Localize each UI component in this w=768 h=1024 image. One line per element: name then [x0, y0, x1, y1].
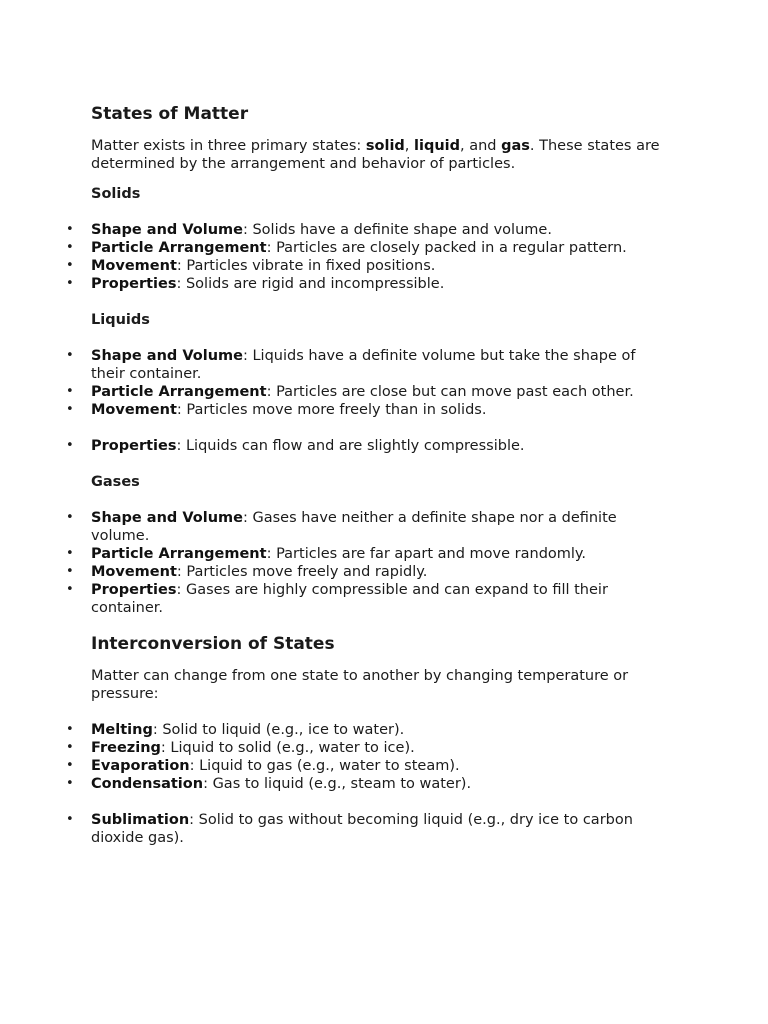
- interconversion-list-continued: [91, 811, 671, 847]
- list-item-text: : Solid to gas without becoming liquid (e.g., dry ice to carbon dioxide gas).: [91, 812, 633, 846]
- list-item: [91, 757, 671, 775]
- intro-text: Matter exists in three primary states:: [91, 138, 366, 154]
- list-item: [91, 275, 671, 293]
- list-item: [91, 721, 671, 739]
- list-item-term: Particle Arrangement: [91, 546, 267, 562]
- list-item-text: : Solids are rigid and incompressible.: [176, 276, 445, 292]
- list-item-term: Melting: [91, 722, 153, 738]
- list-item-text: : Solid to liquid (e.g., ice to water).: [152, 722, 405, 738]
- list-item-term: Properties: [91, 438, 177, 454]
- intro-paragraph: [91, 137, 671, 173]
- list-item-term: Particle Arrangement: [91, 384, 267, 400]
- intro-separator: , and: [460, 138, 502, 154]
- list-item-text: : Particles are closely packed in a regular pattern.: [266, 240, 627, 256]
- list-item-term: Shape and Volume: [91, 510, 243, 526]
- list-spacer: [91, 419, 671, 437]
- list-item-term: Movement: [91, 258, 177, 274]
- term-gas: gas: [501, 138, 530, 154]
- list-item-term: Sublimation: [91, 812, 190, 828]
- section-title-interconversion: Interconversion of States: [91, 634, 335, 654]
- section-heading-solids: Solids: [91, 186, 141, 202]
- liquids-list-continued: [91, 437, 671, 455]
- list-item-term: Particle Arrangement: [91, 240, 267, 256]
- list-item-term: Movement: [91, 564, 177, 580]
- list-item: [91, 383, 671, 401]
- list-item-text: : Gases have neither a definite shape nor a definite volume.: [91, 510, 617, 544]
- list-item: [91, 563, 671, 581]
- list-item-text: : Gas to liquid (e.g., steam to water).: [203, 776, 472, 792]
- list-item: [91, 239, 671, 257]
- gases-list: [91, 509, 671, 617]
- section-heading-gases: Gases: [91, 474, 140, 490]
- list-item-text: : Particles move more freely than in solids.: [176, 402, 487, 418]
- list-item: [91, 581, 671, 617]
- list-item-text: : Liquid to solid (e.g., water to ice).: [160, 740, 415, 756]
- list-item-term: Properties: [91, 276, 177, 292]
- list-item: [91, 545, 671, 563]
- list-item-term: Freezing: [91, 740, 161, 756]
- interconversion-list: [91, 721, 671, 793]
- list-item-term: Evaporation: [91, 758, 190, 774]
- list-item-text: : Liquid to gas (e.g., water to steam).: [189, 758, 460, 774]
- list-item-term: Properties: [91, 582, 177, 598]
- list-item-term: Shape and Volume: [91, 222, 243, 238]
- list-item-term: Movement: [91, 402, 177, 418]
- section-heading-liquids: Liquids: [91, 312, 150, 328]
- list-item-text: : Particles move freely and rapidly.: [176, 564, 428, 580]
- intro-separator: ,: [404, 138, 415, 154]
- list-item: [91, 739, 671, 757]
- list-item: [91, 401, 671, 419]
- list-item-term: Shape and Volume: [91, 348, 243, 364]
- list-item: [91, 347, 671, 383]
- term-solid: solid: [365, 138, 405, 154]
- list-item: [91, 257, 671, 275]
- list-item-text: : Gases are highly compressible and can expand to fill their container.: [91, 582, 608, 616]
- list-item: [91, 775, 671, 793]
- list-item: [91, 221, 671, 239]
- page-title: States of Matter: [91, 104, 249, 124]
- list-item-text: : Particles are close but can move past each other.: [266, 384, 634, 400]
- list-item: [91, 811, 671, 847]
- list-item-text: : Liquids have a definite volume but take the shape of their container.: [91, 348, 636, 382]
- list-item: [91, 509, 671, 545]
- list-item-text: : Solids have a definite shape and volume.: [242, 222, 552, 238]
- list-item: [91, 437, 671, 455]
- term-liquid: liquid: [414, 138, 461, 154]
- list-item-term: Condensation: [91, 776, 204, 792]
- list-item-text: : Particles are far apart and move randomly.: [266, 546, 587, 562]
- intro-text: . These states are determined by the arrangement and behavior of particles.: [91, 138, 660, 172]
- interconversion-intro: Matter can change from one state to another by changing temperature or pressure:: [91, 668, 629, 702]
- solids-list: [91, 221, 671, 293]
- list-item-text: : Liquids can flow and are slightly compressible.: [176, 438, 525, 454]
- list-spacer: [91, 793, 671, 811]
- liquids-list: [91, 347, 671, 419]
- list-item-text: : Particles vibrate in fixed positions.: [176, 258, 436, 274]
- document-page: [91, 103, 671, 847]
